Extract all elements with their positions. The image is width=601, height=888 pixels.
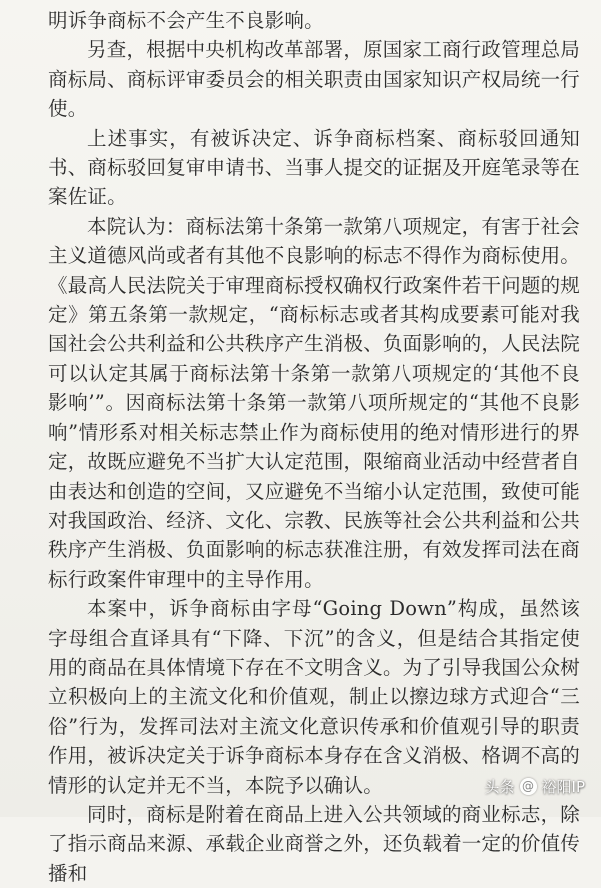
- paragraph-case-analysis: 本案中，诉争商标由字母“Going Down”构成，虽然该字母组合直译具有“下降、下沉”的含义，但是结合其指定使用的商品在具体情境下存在不文明含义。为了引导我国公众树立积极向上的主流文化和价值观，制止以擦边球方式迎合“三俗”行为，发挥司法对主流文化意识传承和价值观引导的职责作用，被诉决定关于诉争商标本身存在含义消极、格调不高的情形的认定并无不当，本院予以确认。: [48, 597, 580, 797]
- paragraph-restructure-note: 另查，根据中央机构改革部署，原国家工商行政管理总局商标局、商标评审委员会的相关职责由国家知识产权局统一行使。: [48, 38, 580, 121]
- document-body: [48, 6, 580, 888]
- at-icon: @: [520, 778, 537, 795]
- watermark-account: 裕阳IP: [541, 778, 585, 796]
- paragraph-evidence: 上述事实，有被诉决定、诉争商标档案、商标驳回通知书、商标驳回复审申请书、当事人提交的证据及开庭笔录等在案佐证。: [48, 126, 580, 209]
- paragraph-trademark-function: 同时，商标是附着在商品上进入公共领域的商业标志，除了指示商品来源、承载企业商誉之外，还负载着一定的价值传播和: [48, 802, 580, 885]
- paragraph-continuation: 明诉争商标不会产生不良影响。: [48, 9, 324, 32]
- watermark-platform: 头条: [484, 778, 515, 796]
- source-watermark: [485, 776, 586, 797]
- paragraph-court-opinion: 本院认为：商标法第十条第一款第八项规定，有害于社会主义道德风尚或者有其他不良影响的标志不得作为商标使用。《最高人民法院关于审理商标授权确权行政案件若干问题的规定》第五条第一款规定，“商标标志或者其构成要素可能对我国社会公共利益和公共秩序产生消极、负面影响的，人民法院可以认定其属于商标法第十条第一款第八项规定的‘其他不良影响’”。因商标法第十条第一款第八项所规定的“其他不良影响”情形系对相关标志禁止作为商标使用的绝对情形进行的界定，故既应避免不当扩大认定范围，限缩商业活动中经营者自由表达和创造的空间，又应避免不当缩小认定范围，致使可能对我国政治、经济、文化、宗教、民族等社会公共利益和公共秩序产生消极、负面影响的标志获准注册，有效发挥司法在商标行政案件审理中的主导作用。: [48, 214, 580, 591]
